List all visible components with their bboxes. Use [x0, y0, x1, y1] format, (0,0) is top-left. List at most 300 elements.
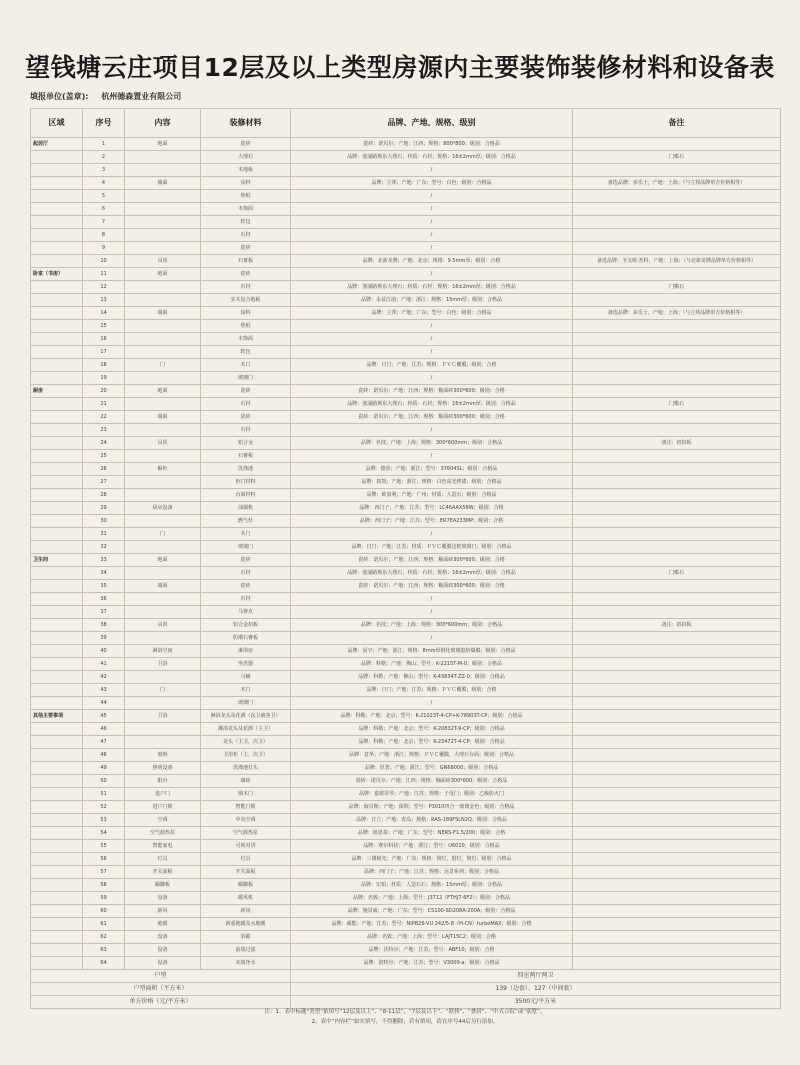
cell-content [125, 697, 201, 710]
cell-area [31, 177, 83, 190]
cell-material: 软包 [201, 346, 291, 359]
cell-spec: 品牌：嘉珺菲琴；产地：江苏；规格：子母门；级别：乙级防火门 [291, 788, 573, 801]
table-row [31, 567, 781, 580]
cell-content [125, 671, 201, 684]
cell-material: 钢木门 [201, 788, 291, 801]
summary-row [31, 970, 781, 983]
table-row [31, 151, 781, 164]
cell-spec: 品牌：塞浦路斯东大理石；材质：石材；规格：16±2mm厚；级别：合格品 [291, 398, 573, 411]
cell-index: 32 [83, 541, 125, 554]
cell-content [125, 515, 201, 528]
cell-content [125, 606, 201, 619]
cell-spec: 品牌：科勒；产地：佛山；型号：K-2215T-M-0；级别：合格品 [291, 658, 573, 671]
cell-note [573, 918, 781, 931]
cell-material: 末端净水 [201, 957, 291, 970]
cell-note: 门槛石 [573, 151, 781, 164]
cell-spec: 品牌：沃特尔；产地：江苏；型号：ABF10；级别：合格 [291, 944, 573, 957]
cell-note [573, 138, 781, 151]
cell-material: 软包 [201, 216, 291, 229]
cell-area [31, 411, 83, 424]
cell-area [31, 203, 83, 216]
table-row [31, 424, 781, 437]
cell-area [31, 918, 83, 931]
cell-note [573, 684, 781, 697]
cell-spec: 品牌：日立；产地：青岛；规格：RAS-189FSLN2Q；级别：合格品 [291, 814, 573, 827]
cell-note [573, 736, 781, 749]
header-note: 备注 [573, 109, 781, 138]
cell-spec: 品牌：西门子；产地：江苏；规格：远景系列；级别：合格品 [291, 866, 573, 879]
table-row [31, 294, 781, 307]
cell-content: 吊顶 [125, 619, 201, 632]
cell-area [31, 489, 83, 502]
cell-material: 新风 [201, 905, 291, 918]
cell-index: 37 [83, 606, 125, 619]
cell-note [573, 554, 781, 567]
cell-spec: 品牌：立邦；产地：广东；型号：白色；级别：合格品 [291, 177, 573, 190]
cell-note [573, 268, 781, 281]
cell-index: 11 [83, 268, 125, 281]
cell-material: 淋浴龙头及花洒（主卫） [201, 723, 291, 736]
table-row [31, 697, 781, 710]
cell-index: 63 [83, 944, 125, 957]
cell-material: 瓷砖 [201, 138, 291, 151]
cell-area [31, 346, 83, 359]
cell-content [125, 567, 201, 580]
cell-material: 油烟机 [201, 502, 291, 515]
cell-note [573, 190, 781, 203]
cell-index: 23 [83, 424, 125, 437]
cell-index: 62 [83, 931, 125, 944]
cell-note [573, 697, 781, 710]
cell-index: 42 [83, 671, 125, 684]
cell-content: 进户门 [125, 788, 201, 801]
cell-note [573, 333, 781, 346]
cell-spec: 品牌：拓凯；产地：浙江；规格：白色高光烤漆；级别：合格品 [291, 476, 573, 489]
cell-spec: 品牌：夏宇；产地：浙江；规格：8mm厚钢化玻璃胶防爆膜；级别：合格品 [291, 645, 573, 658]
cell-spec: / [291, 242, 573, 255]
table-row [31, 892, 781, 905]
cell-material: 瓷砖 [201, 268, 291, 281]
cell-note [573, 593, 781, 606]
table-row [31, 710, 781, 723]
cell-spec: / [291, 320, 573, 333]
cell-index: 51 [83, 788, 125, 801]
cell-index: 29 [83, 502, 125, 515]
cell-index: 43 [83, 684, 125, 697]
cell-spec: 品牌：纽恩泰；产地：广东；型号：NERS-F1.5/200；级别：合格 [291, 827, 573, 840]
cell-material: 空气源热泵 [201, 827, 291, 840]
cell-spec: 品牌：日门；产地：江苏；规格：ＰＶＣ覆膜；级别：合格 [291, 684, 573, 697]
cell-area [31, 164, 83, 177]
cell-note [573, 463, 781, 476]
cell-area [31, 567, 83, 580]
cell-content: 墙面 [125, 580, 201, 593]
cell-content: 阳台 [125, 775, 201, 788]
cell-note [573, 840, 781, 853]
table-row [31, 528, 781, 541]
table-row [31, 190, 781, 203]
cell-index: 33 [83, 554, 125, 567]
table-row [31, 827, 781, 840]
cell-index: 24 [83, 437, 125, 450]
cell-note [573, 515, 781, 528]
cell-content [125, 242, 201, 255]
cell-area: 厨房 [31, 385, 83, 398]
cell-content: 地面 [125, 268, 201, 281]
cell-note [573, 957, 781, 970]
table-row [31, 749, 781, 762]
cell-content: 设备 [125, 944, 201, 957]
cell-spec: 品牌：塞浦路斯东大理石；材质：石材；规格：16±2mm厚；级别：合格品 [291, 281, 573, 294]
cell-index: 31 [83, 528, 125, 541]
cell-index: 50 [83, 775, 125, 788]
table-row [31, 203, 781, 216]
cell-index: 55 [83, 840, 125, 853]
cell-index: 4 [83, 177, 125, 190]
cell-note [573, 528, 781, 541]
cell-content [125, 320, 201, 333]
cell-note [573, 164, 781, 177]
table-row [31, 281, 781, 294]
footnotes [30, 1007, 780, 1027]
cell-content [125, 151, 201, 164]
cell-spec: 品牌：日门；产地：江苏；规格：ＰＶＣ覆膜；级别：合格 [291, 359, 573, 372]
cell-content [125, 489, 201, 502]
table-row [31, 606, 781, 619]
cell-index: 53 [83, 814, 125, 827]
cell-content [125, 216, 201, 229]
cell-content: 地面 [125, 138, 201, 151]
cell-content [125, 372, 201, 385]
cell-spec: 品牌：威能；产地：江苏；型号：NIPB26-VU 242/5-8（H-CN）turboMAX；级别：合格 [291, 918, 573, 931]
cell-note: 备选品牌：多乐士，产地：上海；（与立邦品牌单方价格相等） [573, 307, 781, 320]
cell-note: 备选品牌：多乐士，产地：上海；（与立邦品牌单方价格相等） [573, 177, 781, 190]
cell-material: 卫浴柜（主，次卫） [201, 749, 291, 762]
cell-area [31, 593, 83, 606]
cell-spec: / [291, 164, 573, 177]
cell-content: 吊顶 [125, 255, 201, 268]
cell-material: 涂料 [201, 177, 291, 190]
cell-spec: / [291, 216, 573, 229]
cell-area [31, 424, 83, 437]
cell-material: 洗涤池 [201, 463, 291, 476]
cell-content [125, 164, 201, 177]
cell-area [31, 697, 83, 710]
cell-note [573, 658, 781, 671]
cell-content [125, 203, 201, 216]
cell-index: 47 [83, 736, 125, 749]
cell-content [125, 476, 201, 489]
table-row [31, 853, 781, 866]
footnote-line: 2、表中“内容栏”如实填写，不得删除；若有填项，请在序号44后另行添加。 [311, 1019, 499, 1025]
cell-index: 17 [83, 346, 125, 359]
cell-note [573, 294, 781, 307]
cell-material: 淋浴房 [201, 645, 291, 658]
summary-label: 户型 [31, 970, 291, 983]
cell-material: 燃气灶 [201, 515, 291, 528]
table-row [31, 671, 781, 684]
table-row [31, 736, 781, 749]
table-row [31, 372, 781, 385]
cell-index: 44 [83, 697, 125, 710]
cell-note [573, 229, 781, 242]
cell-area [31, 606, 83, 619]
cell-area [31, 762, 83, 775]
cell-note [573, 502, 781, 515]
cell-material: 新重地暖及水地暖 [201, 918, 291, 931]
cell-area [31, 333, 83, 346]
cell-material: 石材 [201, 567, 291, 580]
cell-spec: 品牌：西门子；产地：江苏；型号：ER7EA233MP；级别：合格 [291, 515, 573, 528]
cell-spec: / [291, 528, 573, 541]
cell-note: 备注：铝扣板 [573, 619, 781, 632]
cell-note [573, 385, 781, 398]
cell-index: 3 [83, 164, 125, 177]
cell-area [31, 658, 83, 671]
cell-note: 备注：铝扣板 [573, 437, 781, 450]
cell-area [31, 190, 83, 203]
table-row [31, 762, 781, 775]
cell-content: 设备 [125, 957, 201, 970]
cell-index: 9 [83, 242, 125, 255]
cell-area [31, 931, 83, 944]
cell-material: 铝合金扣板 [201, 619, 291, 632]
table-row [31, 268, 781, 281]
cell-content: 空调 [125, 814, 201, 827]
cell-material: 瓷砖 [201, 242, 291, 255]
cell-index: 18 [83, 359, 125, 372]
cell-spec: 品牌：名致；产地：上海；型号：LAJT15C2；级别：合格 [291, 931, 573, 944]
cell-content: 门 [125, 359, 201, 372]
summary-label: 户型面积（平方米） [31, 983, 291, 996]
cell-note [573, 320, 781, 333]
table-row [31, 346, 781, 359]
cell-index: 12 [83, 281, 125, 294]
cell-note [573, 203, 781, 216]
cell-index: 13 [83, 294, 125, 307]
cell-note: 门槛石 [573, 398, 781, 411]
cell-area [31, 450, 83, 463]
cell-area [31, 515, 83, 528]
header-material: 装修材料 [201, 109, 291, 138]
table-body [31, 138, 781, 1009]
table-row [31, 645, 781, 658]
cell-material: 石材 [201, 229, 291, 242]
cell-spec: 瓷砖：诺贝尔；产地：江西；规格：釉面砖300*600；级别：合格品 [291, 775, 573, 788]
cell-area [31, 372, 83, 385]
cell-spec: / [291, 190, 573, 203]
page-title: 望钱塘云庄项目12层及以上类型房源内主要装饰装修材料和设备表 [25, 53, 775, 82]
cell-content: 收纳 [125, 749, 201, 762]
cell-area: 起居厅 [31, 138, 83, 151]
cell-note: 门槛石 [573, 567, 781, 580]
cell-content [125, 346, 201, 359]
cell-index: 35 [83, 580, 125, 593]
cell-note [573, 359, 781, 372]
cell-note [573, 632, 781, 645]
table-row [31, 580, 781, 593]
cell-spec: 瓷砖：诺贝尔；产地：江西；规格：800*800；级别：合格品 [291, 138, 573, 151]
cell-note [573, 606, 781, 619]
cell-spec: 品牌：名技；产地：上海；规格：300*600mm；级别：合格品 [291, 619, 573, 632]
cell-spec: 品牌：塞浦路斯东大理石；材质：石材；规格：16±2mm厚；级别：合格品 [291, 567, 573, 580]
cell-note [573, 411, 781, 424]
table-header-row [31, 109, 781, 138]
table-row [31, 775, 781, 788]
cell-spec: 品牌：名致；产地：上海；型号：J3712（FTHJ7-6F2）；级别：合格品 [291, 892, 573, 905]
cell-spec: 瓷砖：诺贝尔；产地：江西；规格：釉面砖300*600；级别：合格 [291, 580, 573, 593]
filler-label: 填报单位(盖章): [30, 92, 89, 101]
cell-area [31, 619, 83, 632]
table-row [31, 593, 781, 606]
cell-spec: 瓷砖：诺贝尔；产地：江西；规格：釉面砖300*600；级别：合格 [291, 385, 573, 398]
cell-note [573, 476, 781, 489]
cell-area [31, 502, 83, 515]
cell-content: 厨房设备 [125, 502, 201, 515]
cell-spec: 品牌：欧加利；产地：广州；材质：人造石；级别：合格品 [291, 489, 573, 502]
cell-content [125, 398, 201, 411]
cell-material: 中央空调 [201, 814, 291, 827]
cell-spec: 品牌：施景威；产地：广东；型号：CS100-SD208A-200A；级别：合格品 [291, 905, 573, 918]
cell-spec: / [291, 424, 573, 437]
cell-area [31, 528, 83, 541]
table-row [31, 619, 781, 632]
cell-area [31, 463, 83, 476]
cell-area [31, 476, 83, 489]
table-row [31, 658, 781, 671]
cell-area [31, 736, 83, 749]
cell-material: 智能门锁 [201, 801, 291, 814]
cell-content: 新风 [125, 905, 201, 918]
cell-note [573, 788, 781, 801]
summary-row [31, 983, 781, 996]
cell-material: 浴霸 [201, 931, 291, 944]
cell-note [573, 723, 781, 736]
filler-value: 杭州德森置业有限公司 [101, 92, 182, 101]
cell-index: 41 [83, 658, 125, 671]
cell-material: 瓷砖 [201, 580, 291, 593]
summary-value: 139（边套）、127（中间套） [291, 983, 781, 996]
filler-line [30, 91, 191, 102]
cell-material: 木饰面 [201, 333, 291, 346]
cell-note [573, 346, 781, 359]
cell-content [125, 593, 201, 606]
summary-value: 四室两厅两卫 [291, 970, 781, 983]
cell-area [31, 840, 83, 853]
cell-note [573, 827, 781, 840]
cell-index: 14 [83, 307, 125, 320]
cell-material: 木门 [201, 528, 291, 541]
cell-content: 照明设备 [125, 762, 201, 775]
cell-index: 25 [83, 450, 125, 463]
cell-note [573, 671, 781, 684]
table-row [31, 931, 781, 944]
cell-index: 22 [83, 411, 125, 424]
cell-spec: 品牌：三雄极光；产地：广东；规格：筒灯，射灯，筒灯；级别：合格品 [291, 853, 573, 866]
cell-index: 5 [83, 190, 125, 203]
table-row [31, 502, 781, 515]
cell-index: 40 [83, 645, 125, 658]
cell-note [573, 931, 781, 944]
table-row [31, 307, 781, 320]
cell-spec: 品牌：意华；产地：浙江；规格：ＰＶＣ覆膜，大理石台面；级别：合格品 [291, 749, 573, 762]
cell-spec: / [291, 229, 573, 242]
cell-area [31, 827, 83, 840]
cell-material: 瓷砖 [201, 411, 291, 424]
cell-material: 涂料 [201, 307, 291, 320]
cell-index: 46 [83, 723, 125, 736]
cell-material: 木饰面 [201, 203, 291, 216]
cell-note [573, 905, 781, 918]
cell-material: 铝合金 [201, 437, 291, 450]
cell-area [31, 814, 83, 827]
cell-material: 石材 [201, 424, 291, 437]
cell-note [573, 853, 781, 866]
cell-material: 壁纸 [201, 320, 291, 333]
table-row [31, 788, 781, 801]
table-row [31, 476, 781, 489]
cell-content: 卫浴 [125, 658, 201, 671]
cell-index: 8 [83, 229, 125, 242]
cell-content: 墙面 [125, 177, 201, 190]
cell-content [125, 723, 201, 736]
cell-content [125, 541, 201, 554]
cell-index: 58 [83, 879, 125, 892]
table-row [31, 632, 781, 645]
cell-note [573, 450, 781, 463]
cell-area [31, 398, 83, 411]
cell-index: 49 [83, 762, 125, 775]
cell-index: 38 [83, 619, 125, 632]
cell-content [125, 281, 201, 294]
cell-spec: 品牌：科勒；产地：佛山；型号：K-43834T-ZZ-0；级别：合格品 [291, 671, 573, 684]
cell-content: 淋浴空间 [125, 645, 201, 658]
cell-index: 26 [83, 463, 125, 476]
cell-material: 前端过滤 [201, 944, 291, 957]
cell-content: 墙面 [125, 411, 201, 424]
cell-material: 玻璃门 [201, 541, 291, 554]
table-row [31, 879, 781, 892]
cell-content [125, 450, 201, 463]
cell-index: 1 [83, 138, 125, 151]
cell-note [573, 814, 781, 827]
table-row [31, 359, 781, 372]
cell-spec: / [291, 632, 573, 645]
cell-area [31, 892, 83, 905]
table-row [31, 801, 781, 814]
cell-content: 门 [125, 528, 201, 541]
cell-material: 坐洗器 [201, 658, 291, 671]
cell-material: 瓷砖 [201, 554, 291, 567]
cell-spec: 瓷砖：诺贝尔；产地：江西；规格：釉面砖300*600；级别：合格 [291, 411, 573, 424]
cell-spec: 品牌：科勒；产地：北京；型号：K-20832T-9-CP；级别：合格品 [291, 723, 573, 736]
cell-note [573, 775, 781, 788]
cell-index: 2 [83, 151, 125, 164]
materials-table-wrapper [30, 108, 780, 1009]
table-row [31, 255, 781, 268]
cell-content [125, 632, 201, 645]
cell-content: 卫浴 [125, 710, 201, 723]
cell-content: 设备 [125, 892, 201, 905]
cell-material: 可视对讲 [201, 840, 291, 853]
cell-index: 6 [83, 203, 125, 216]
cell-note: 门槛石 [573, 281, 781, 294]
table-row [31, 463, 781, 476]
cell-area [31, 866, 83, 879]
table-row [31, 957, 781, 970]
cell-index: 52 [83, 801, 125, 814]
cell-spec: 品牌：名技；产地：上海；规格：300*600mm；级别：合格品 [291, 437, 573, 450]
